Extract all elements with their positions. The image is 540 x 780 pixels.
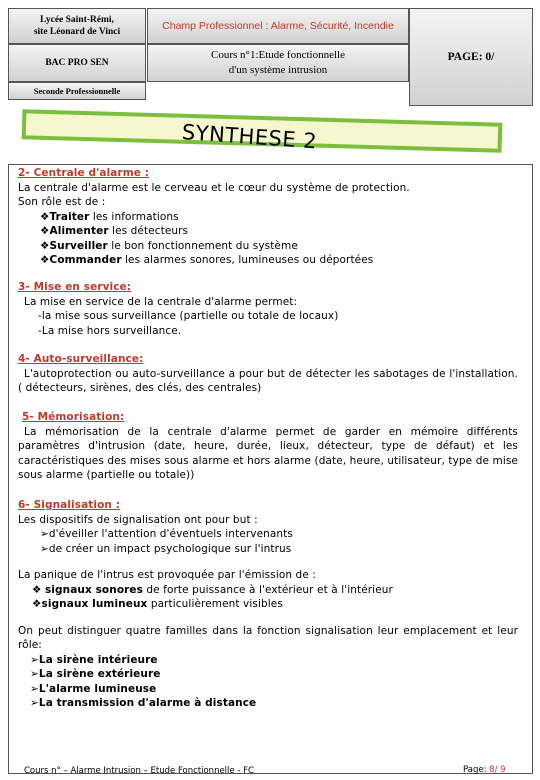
arrow-bullet-icon: ➢ xyxy=(30,697,39,709)
section-6-signals xyxy=(18,583,518,612)
section-6 xyxy=(18,498,518,711)
list-item: ➢de créer un impact psychologique sur l'intrus xyxy=(40,542,292,555)
section-6-title: 6- Signalisation : xyxy=(18,499,121,511)
school-line1: Lycée Saint-Rémi, xyxy=(40,15,114,25)
section-6-list xyxy=(18,653,518,711)
list-item: ❖Alimenter les détecteurs xyxy=(40,225,189,237)
seconde-cell xyxy=(8,82,146,100)
section-2-list xyxy=(18,210,518,268)
footer-page-label: Page: xyxy=(463,765,487,775)
footer-page xyxy=(463,765,506,775)
section-3-line2: -la mise sous surveillance (partielle ou totale de locaux) xyxy=(38,310,339,322)
synthese-title: SYNTHESE 2 xyxy=(181,120,318,154)
arrow-bullet-icon: ➢ xyxy=(40,542,49,555)
section-3-title: 3- Mise en service: xyxy=(18,281,132,293)
section-2 xyxy=(18,166,518,268)
section-6-intro: Les dispositifs de signalisation ont pour but : xyxy=(18,513,258,526)
list-item: ➢L'alarme lumineuse xyxy=(30,682,157,695)
cours-line2: d'un système intrusion xyxy=(228,64,328,76)
section-6-aims xyxy=(18,527,518,556)
list-item: ➢La transmission d'alarme à distance xyxy=(30,697,257,709)
arrow-bullet-icon: ➢ xyxy=(30,668,39,680)
section-3 xyxy=(18,280,518,338)
section-2-intro: La centrale d'alarme est le cerveau et le cœur du système de protection. xyxy=(18,181,410,194)
section-5 xyxy=(18,410,518,483)
school-line2: site Léonard de Vinci xyxy=(33,27,121,37)
section-6-familles: On peut distinguer quatre familles dans la fonction signalisation leur emplacement et leur rôle: xyxy=(18,624,518,651)
arrow-bullet-icon: ➢ xyxy=(30,653,39,666)
arrow-bullet-icon: ➢ xyxy=(30,682,39,695)
list-item: ❖Commander les alarmes sonores, lumineuses ou déportées xyxy=(40,254,374,266)
bac-cell xyxy=(8,44,146,82)
list-item: ❖signaux lumineux particulièrement visibles xyxy=(32,598,283,610)
list-item: ➢d'éveiller l'attention d'éventuels intervenants xyxy=(40,528,293,540)
section-3-line1: La mise en service de la centrale d'alarme permet: xyxy=(24,295,298,308)
list-item: ❖ signaux sonores de forte puissance à l'extérieur et à l'intérieur xyxy=(32,583,393,596)
champ-professionnel-cell xyxy=(147,8,409,44)
footer-page-number: 8/ 9 xyxy=(489,765,506,775)
list-item: ❖Traiter les informations xyxy=(40,210,179,223)
page-cell xyxy=(409,8,533,106)
cours-cell xyxy=(147,44,409,82)
school-name-cell xyxy=(8,8,146,44)
list-item: ➢La sirène intérieure xyxy=(30,653,158,666)
diamond-bullet-icon: ❖ xyxy=(40,210,50,223)
section-2-role: Son rôle est de : xyxy=(18,196,106,208)
arrow-bullet-icon: ➢ xyxy=(40,528,49,540)
page-label: PAGE: 0/ xyxy=(447,51,495,63)
cours-line1: Cours n°1:Etude fonctionnelle xyxy=(211,49,345,61)
list-item: ➢La sirène extérieure xyxy=(30,668,161,680)
section-4-title: 4- Auto-surveillance: xyxy=(18,353,144,365)
section-5-text: La mémorisation de la centrale d'alarme permet de garder en mémoire différents paramètres d'intrusion (date, heure, durée, lieux, détecteur, type de défaut) et les caractéristiques des mises sous alarme et hors alarme (date, heure, utilisateur, type de mise sous alarme (partielle ou totale)) xyxy=(18,425,518,481)
bac-label: BAC PRO SEN xyxy=(45,58,109,68)
seconde-label: Seconde Professionnelle xyxy=(33,86,121,96)
section-4-text: L'autoprotection ou auto-surveillance a pour but de détecter les sabotages de l'installation. ( détecteurs, sirènes, des clés, des centrales) xyxy=(18,367,518,394)
list-item: ❖Surveiller le bon fonctionnement du système xyxy=(40,239,298,252)
diamond-bullet-icon: ❖ xyxy=(40,254,50,266)
section-4 xyxy=(18,352,518,396)
diamond-bullet-icon: ❖ xyxy=(32,598,42,610)
section-3-line3: -La mise hors surveillance. xyxy=(38,324,182,337)
diamond-bullet-icon: ❖ xyxy=(32,583,45,596)
section-5-title: 5- Mémorisation: xyxy=(22,411,125,423)
footer-course: Cours n° – Alarme Intrusion – Etude Fonctionnelle - FC xyxy=(24,766,254,776)
section-6-panique: La panique de l'intrus est provoquée par l'émission de : xyxy=(18,569,316,581)
diamond-bullet-icon: ❖ xyxy=(40,225,50,237)
section-2-title: 2- Centrale d'alarme : xyxy=(18,167,150,179)
diamond-bullet-icon: ❖ xyxy=(40,239,50,252)
champ-title: Champ Professionnel : Alarme, Sécurité, Incendie xyxy=(162,20,394,32)
